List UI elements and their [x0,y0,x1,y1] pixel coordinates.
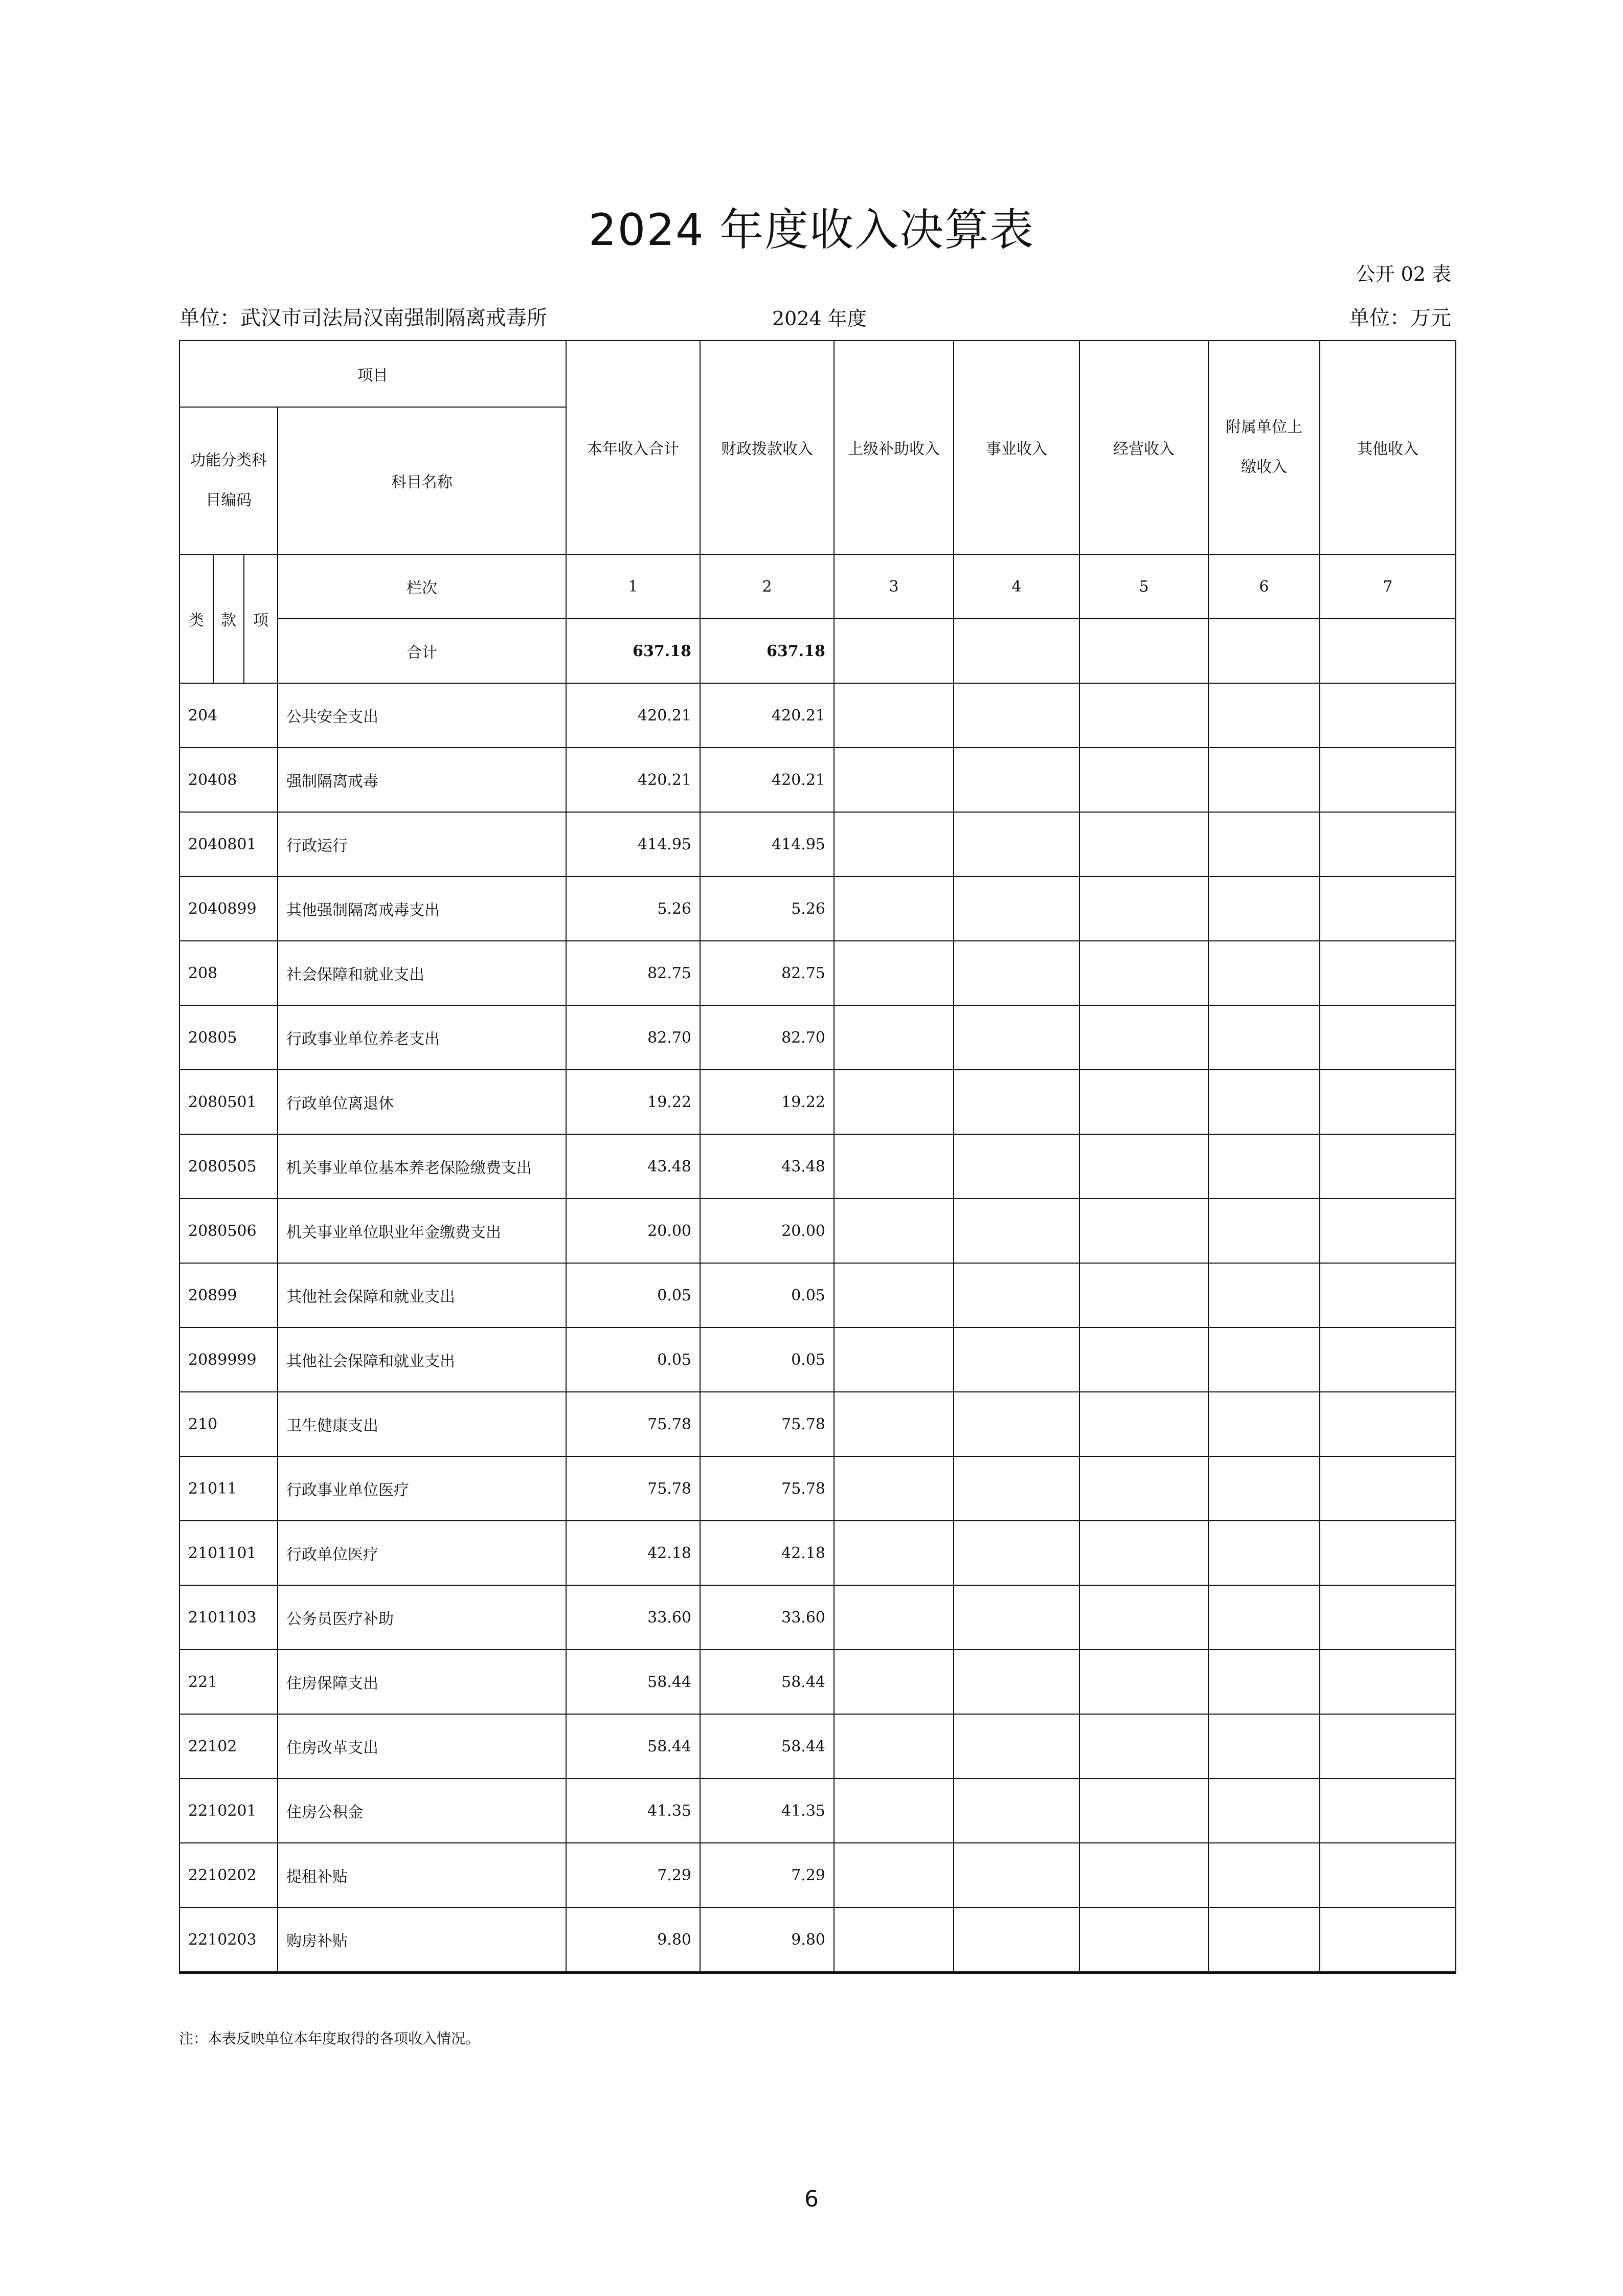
subject-name: 社会保障和就业支出 [278,941,566,1005]
subject-code: 21011 [179,1456,278,1521]
fiscal-appropriation-value: 82.70 [700,1005,834,1070]
empty-cell [954,1070,1079,1134]
total-income-value: 43.48 [566,1134,700,1199]
empty-cell [954,1392,1079,1456]
total-income-value: 82.70 [566,1005,700,1070]
empty-cell [1208,1714,1320,1779]
empty-cell [954,1456,1079,1521]
empty-cell [834,876,954,941]
subject-name: 其他社会保障和就业支出 [278,1263,566,1327]
table-row [179,941,1456,1005]
empty-cell [834,1907,954,1973]
empty-cell [954,1327,1079,1392]
empty-cell [954,1907,1079,1973]
header-col-5: 经营收入 [1079,341,1208,554]
fiscal-appropriation-value: 0.05 [700,1263,834,1327]
subject-code: 20899 [179,1263,278,1327]
empty-cell [954,1714,1079,1779]
empty-cell [1208,683,1320,748]
table-note: 注：本表反映单位本年度取得的各项收入情况。 [179,2030,480,2047]
table-row [179,1005,1456,1070]
subject-code: 2210202 [179,1843,278,1907]
subject-code: 210 [179,1392,278,1456]
empty-cell [834,1327,954,1392]
empty-cell [1320,1392,1456,1456]
fiscal-appropriation-value: 19.22 [700,1070,834,1134]
fiscal-appropriation-value: 58.44 [700,1714,834,1779]
empty-cell [1079,1714,1208,1779]
empty-cell [1320,812,1456,876]
empty-cell [1320,748,1456,812]
empty-cell [1320,1843,1456,1907]
subject-name: 行政事业单位医疗 [278,1456,566,1521]
header-col-2: 财政拨款收入 [700,341,834,554]
table-row [179,1843,1456,1907]
empty-cell [1079,1199,1208,1263]
fiscal-appropriation-value: 420.21 [700,683,834,748]
subject-name: 公共安全支出 [278,683,566,748]
empty-cell [1079,1263,1208,1327]
table-row [179,1650,1456,1714]
total-income-value: 19.22 [566,1070,700,1134]
total-income-value: 414.95 [566,812,700,876]
header-subject-name: 科目名称 [278,407,566,554]
subject-code: 2210201 [179,1779,278,1843]
subject-code: 2089999 [179,1327,278,1392]
empty-cell [1320,1714,1456,1779]
subject-code: 221 [179,1650,278,1714]
fiscal-appropriation-value: 58.44 [700,1650,834,1714]
empty-cell [954,1843,1079,1907]
table-row [179,1714,1456,1779]
empty-cell [1208,1779,1320,1843]
empty-cell [1208,1199,1320,1263]
empty-cell [1208,876,1320,941]
empty-cell [1079,1392,1208,1456]
subject-name: 强制隔离戒毒 [278,748,566,812]
empty-cell [834,1199,954,1263]
empty-cell [954,1263,1079,1327]
subject-name: 其他社会保障和就业支出 [278,1327,566,1392]
empty-cell [834,1843,954,1907]
empty-cell [1320,619,1456,683]
empty-cell [954,1779,1079,1843]
fiscal-appropriation-value: 82.75 [700,941,834,1005]
empty-cell [1079,1907,1208,1973]
subject-name: 行政单位离退休 [278,1070,566,1134]
empty-cell [1208,1907,1320,1973]
total-income-value: 20.00 [566,1199,700,1263]
col-num-5: 5 [1079,554,1208,619]
subject-code: 2101101 [179,1521,278,1585]
table-row [179,1199,1456,1263]
form-number: 公开 02 表 [1356,263,1451,285]
empty-cell [834,1585,954,1650]
empty-cell [1208,812,1320,876]
subject-code: 2040801 [179,812,278,876]
header-col-7: 其他收入 [1320,341,1456,554]
empty-cell [1079,1134,1208,1199]
subject-name: 机关事业单位基本养老保险缴费支出 [278,1134,566,1199]
empty-cell [1320,1134,1456,1199]
empty-cell [1208,1650,1320,1714]
empty-cell [954,1005,1079,1070]
empty-cell [1079,1779,1208,1843]
empty-cell [834,1392,954,1456]
fiscal-appropriation-value: 43.48 [700,1134,834,1199]
header-col-4: 事业收入 [954,341,1079,554]
fiscal-appropriation-value: 7.29 [700,1843,834,1907]
empty-cell [1079,683,1208,748]
empty-cell [834,1263,954,1327]
table-row [179,1263,1456,1327]
empty-cell [834,1134,954,1199]
subject-name: 行政事业单位养老支出 [278,1005,566,1070]
col-num-2: 2 [700,554,834,619]
empty-cell [1208,1521,1320,1585]
fiscal-year: 2024 年度 [772,307,867,330]
empty-cell [1320,1070,1456,1134]
empty-cell [1320,1779,1456,1843]
empty-cell [1208,1585,1320,1650]
income-table [179,340,1456,1974]
table-row [179,1327,1456,1392]
empty-cell [1079,1070,1208,1134]
total-income-value: 33.60 [566,1585,700,1650]
col-num-7: 7 [1320,554,1456,619]
empty-cell [834,683,954,748]
fiscal-appropriation-value: 5.26 [700,876,834,941]
subject-name: 行政运行 [278,812,566,876]
empty-cell [834,1005,954,1070]
total-income-value: 75.78 [566,1392,700,1456]
table-row [179,812,1456,876]
total-income-value: 41.35 [566,1779,700,1843]
total-income-value: 420.21 [566,748,700,812]
empty-cell [1079,941,1208,1005]
empty-cell [834,1650,954,1714]
subject-code: 2080505 [179,1134,278,1199]
subject-code: 204 [179,683,278,748]
empty-cell [1079,812,1208,876]
table-row [179,1907,1456,1973]
col-num-3: 3 [834,554,954,619]
page-number: 6 [804,2186,819,2212]
empty-cell [1208,1005,1320,1070]
total-income-value: 420.21 [566,683,700,748]
total-value: 637.18 [566,619,700,683]
empty-cell [1320,1907,1456,1973]
empty-cell [1320,941,1456,1005]
empty-cell [1320,1521,1456,1585]
header-func-code: 功能分类科目编码 [179,407,278,554]
empty-cell [954,748,1079,812]
empty-cell [834,812,954,876]
empty-cell [1079,619,1208,683]
empty-cell [834,619,954,683]
empty-cell [1320,1005,1456,1070]
header-kuan: 款 [213,554,244,683]
empty-cell [834,1070,954,1134]
reporting-unit: 单位：武汉市司法局汉南强制隔离戒毒所 [179,306,547,330]
empty-cell [834,1779,954,1843]
fiscal-appropriation-value: 20.00 [700,1199,834,1263]
empty-cell [834,748,954,812]
subject-code: 2080501 [179,1070,278,1134]
subject-name: 卫生健康支出 [278,1392,566,1456]
empty-cell [1208,1327,1320,1392]
empty-cell [954,812,1079,876]
empty-cell [954,1134,1079,1199]
total-income-value: 58.44 [566,1650,700,1714]
subject-name: 住房改革支出 [278,1714,566,1779]
fiscal-appropriation-value: 0.05 [700,1327,834,1392]
empty-cell [1079,1843,1208,1907]
subject-code: 2080506 [179,1199,278,1263]
total-income-value: 7.29 [566,1843,700,1907]
subject-name: 机关事业单位职业年金缴费支出 [278,1199,566,1263]
subject-code: 208 [179,941,278,1005]
header-col-3: 上级补助收入 [834,341,954,554]
header-project: 项目 [179,341,566,407]
empty-cell [1079,748,1208,812]
total-income-value: 58.44 [566,1714,700,1779]
subject-code: 2210203 [179,1907,278,1973]
subject-name: 其他强制隔离戒毒支出 [278,876,566,941]
table-row [179,1392,1456,1456]
fiscal-appropriation-value: 41.35 [700,1779,834,1843]
total-income-value: 0.05 [566,1263,700,1327]
total-value: 637.18 [700,619,834,683]
empty-cell [954,876,1079,941]
table-row [179,1521,1456,1585]
total-income-value: 5.26 [566,876,700,941]
subject-name: 提租补贴 [278,1843,566,1907]
empty-cell [1208,941,1320,1005]
fiscal-appropriation-value: 75.78 [700,1392,834,1456]
table-row [179,748,1456,812]
table-row [179,683,1456,748]
table-row [179,1070,1456,1134]
header-xiang: 项 [244,554,278,683]
subject-code: 2040899 [179,876,278,941]
col-num-4: 4 [954,554,1079,619]
fiscal-appropriation-value: 9.80 [700,1907,834,1973]
table-row [179,1456,1456,1521]
empty-cell [1079,876,1208,941]
empty-cell [954,1650,1079,1714]
empty-cell [1208,748,1320,812]
table-row [179,1585,1456,1650]
empty-cell [1208,619,1320,683]
empty-cell [834,941,954,1005]
empty-cell [1320,1199,1456,1263]
header-lanci: 栏次 [278,554,566,619]
fiscal-appropriation-value: 42.18 [700,1521,834,1585]
empty-cell [1320,876,1456,941]
subject-code: 20408 [179,748,278,812]
total-income-value: 0.05 [566,1327,700,1392]
empty-cell [1079,1456,1208,1521]
header-col-6: 附属单位上缴收入 [1208,341,1320,554]
empty-cell [1079,1005,1208,1070]
empty-cell [1320,1585,1456,1650]
empty-cell [1208,1392,1320,1456]
total-label: 合计 [278,619,566,683]
empty-cell [1320,1456,1456,1521]
subject-name: 住房公积金 [278,1779,566,1843]
fiscal-appropriation-value: 75.78 [700,1456,834,1521]
subject-code: 22102 [179,1714,278,1779]
empty-cell [1079,1650,1208,1714]
empty-cell [954,941,1079,1005]
total-income-value: 42.18 [566,1521,700,1585]
empty-cell [954,1521,1079,1585]
empty-cell [1208,1134,1320,1199]
empty-cell [1079,1327,1208,1392]
empty-cell [834,1714,954,1779]
empty-cell [954,1199,1079,1263]
total-income-value: 9.80 [566,1907,700,1973]
col-num-1: 1 [566,554,700,619]
currency-unit: 单位：万元 [1349,306,1451,330]
header-col-1: 本年收入合计 [566,341,700,554]
empty-cell [1208,1263,1320,1327]
subject-code: 20805 [179,1005,278,1070]
empty-cell [1320,1650,1456,1714]
empty-cell [1320,1327,1456,1392]
empty-cell [1079,1521,1208,1585]
header-lei: 类 [179,554,213,683]
fiscal-appropriation-value: 420.21 [700,748,834,812]
empty-cell [1208,1456,1320,1521]
table-row [179,876,1456,941]
subject-name: 购房补贴 [278,1907,566,1973]
empty-cell [954,1585,1079,1650]
empty-cell [1208,1843,1320,1907]
empty-cell [1320,1263,1456,1327]
page-title: 2024 年度收入决算表 [588,205,1035,256]
empty-cell [1320,683,1456,748]
subject-code: 2101103 [179,1585,278,1650]
total-row [179,619,1456,683]
table-row [179,1134,1456,1199]
empty-cell [834,1521,954,1585]
empty-cell [954,619,1079,683]
table-row [179,1779,1456,1843]
col-num-6: 6 [1208,554,1320,619]
subject-name: 住房保障支出 [278,1650,566,1714]
fiscal-appropriation-value: 33.60 [700,1585,834,1650]
subject-name: 行政单位医疗 [278,1521,566,1585]
empty-cell [954,683,1079,748]
total-income-value: 75.78 [566,1456,700,1521]
total-income-value: 82.75 [566,941,700,1005]
empty-cell [1208,1070,1320,1134]
empty-cell [1079,1585,1208,1650]
empty-cell [834,1456,954,1521]
fiscal-appropriation-value: 414.95 [700,812,834,876]
subject-name: 公务员医疗补助 [278,1585,566,1650]
